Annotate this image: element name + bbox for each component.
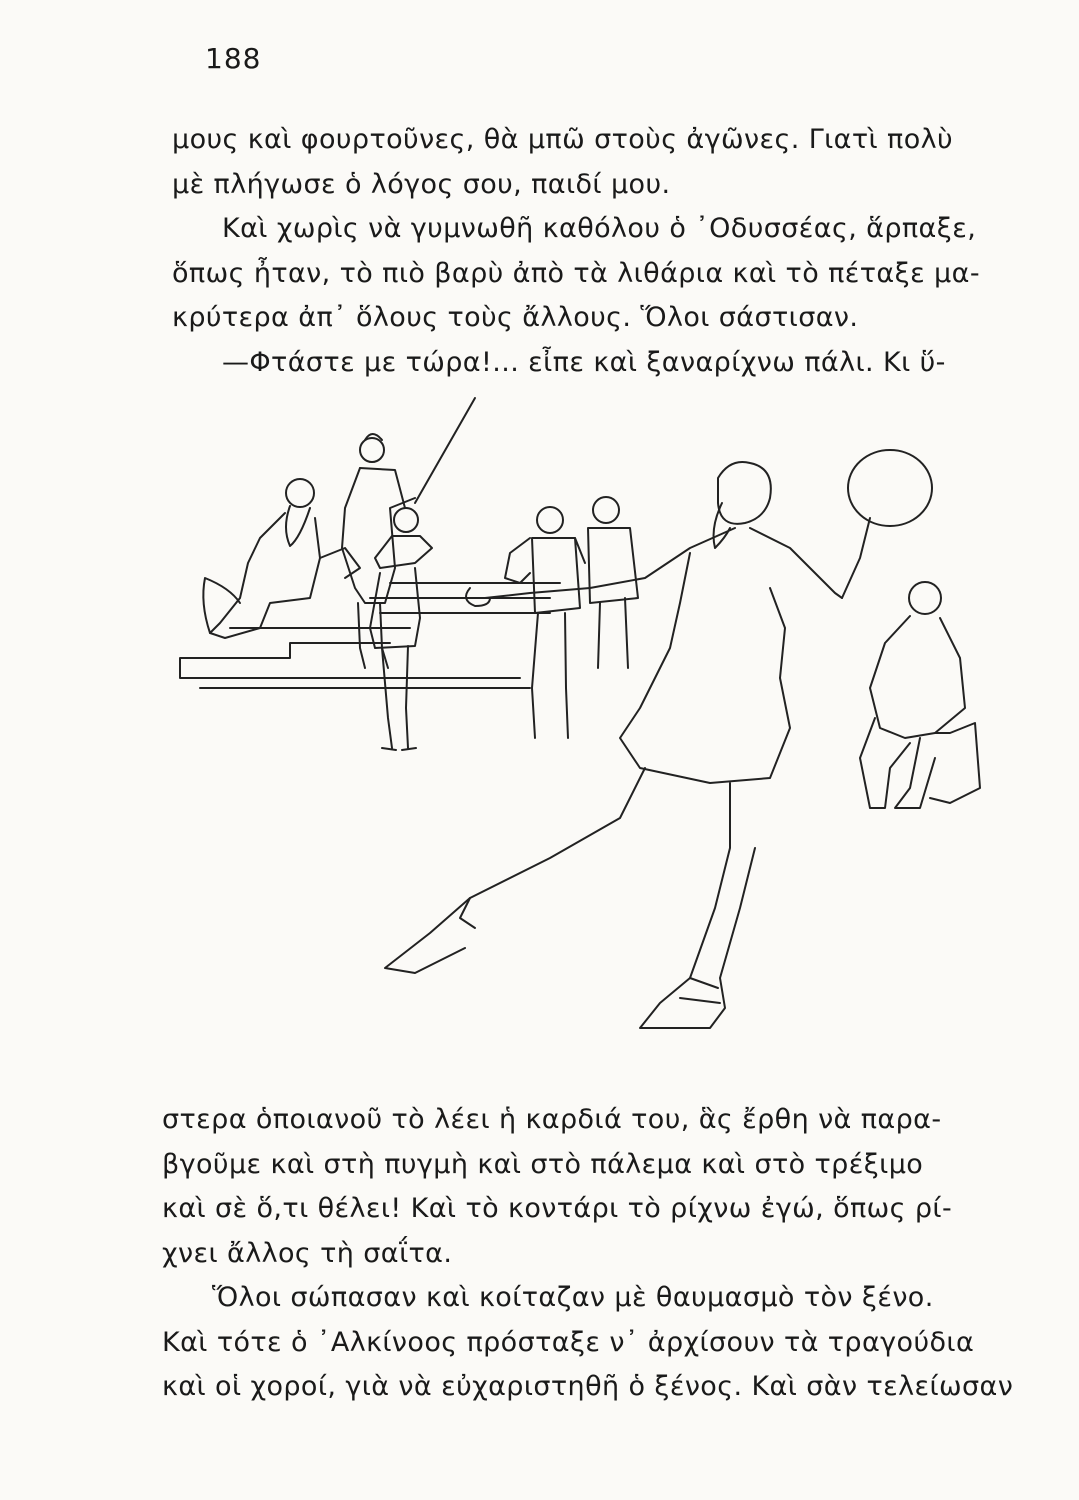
bottom-text-block bbox=[162, 1098, 1032, 1410]
spectators-figure bbox=[505, 497, 638, 738]
odysseus-figure bbox=[385, 450, 932, 1028]
top-text-block bbox=[172, 118, 1032, 385]
text-line: κρύτερα ἀπ᾽ ὅλους τοὺς ἄλλους. Ὅλοι σάστισαν. bbox=[172, 302, 859, 333]
seated-woman-figure bbox=[860, 582, 980, 808]
text-line: καὶ σὲ ὅ,τι θέλει! Καὶ τὸ κοντάρι τὸ ρίχνω ἐγώ, ὅπως ρί- bbox=[162, 1193, 953, 1224]
text-line: Ὅλοι σώπασαν καὶ κοίταζαν μὲ θαυμασμὸ τὸν ξένο. bbox=[212, 1282, 934, 1313]
text-line: μὲ πλήγωσε ὁ λόγος σου, παιδί μου. bbox=[172, 168, 671, 200]
text-line: Καὶ τότε ὁ ᾽Αλκίνοος πρόσταξε ν᾽ ἀρχίσουν τὰ τραγούδια bbox=[162, 1326, 975, 1358]
page-number: 188 bbox=[205, 42, 262, 75]
seated-elder-figure bbox=[203, 479, 360, 638]
odysseus-throwing-stone-illustration bbox=[170, 388, 1010, 1060]
text-line: καὶ οἱ χοροί, γιὰ νὰ εὐχαριστηθῆ ὁ ξένος. Καὶ σὰν τελείωσαν bbox=[162, 1371, 1014, 1402]
text-line: μους καὶ φουρτοῦνες, θὰ μπῶ στοὺς ἀγῶνες. Γιατὶ πολὺ bbox=[172, 124, 954, 155]
text-line: βγοῦμε καὶ στὴ πυγμὴ καὶ στὸ πάλεμα καὶ στὸ τρέξιμο bbox=[162, 1148, 924, 1180]
text-line: στερα ὁποιανοῦ τὸ λέει ἡ καρδιά του, ἃς ἔρθη νὰ παρα- bbox=[162, 1104, 942, 1135]
steps-shape bbox=[180, 628, 530, 688]
text-line: χνει ἄλλος τὴ σαΐτα. bbox=[162, 1237, 453, 1269]
text-line: ὅπως ἦταν, τὸ πιὸ βαρὺ ἀπὸ τὰ λιθάρια καὶ τὸ πέταξε μα- bbox=[172, 257, 980, 289]
text-line: —Φτάστε με τώρα!... εἶπε καὶ ξαναρίχνω πάλι. Κι ὕ- bbox=[222, 346, 946, 378]
text-line: Καὶ χωρὶς νὰ γυμνωθῆ καθόλου ὁ ᾽Οδυσσέας, ἅρπαξε, bbox=[222, 213, 977, 244]
